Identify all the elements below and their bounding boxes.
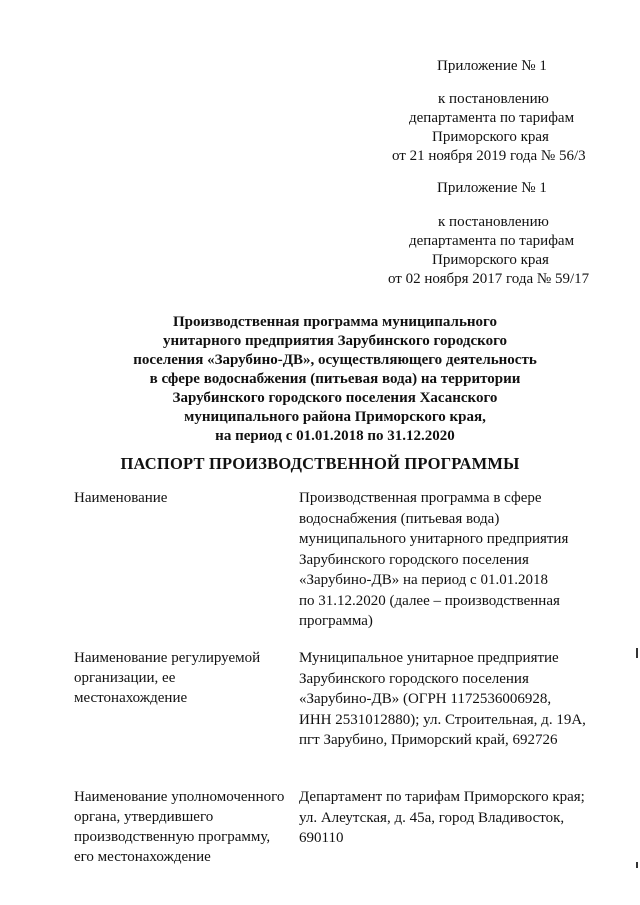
label-line: Наименование [74,490,168,506]
value-line: ИНН 2531012880); ул. Строительная, д. 19А, [299,711,586,728]
value-line: Зарубинского городского поселения [299,551,529,568]
label-line: производственную программу, [74,829,271,845]
label-line: организации, ее [74,670,176,686]
title-line: Производственная программа муниципального [173,314,497,330]
value-line: ул. Алеутская, д. 45а, город Владивосток, [299,809,565,826]
title-line: унитарного предприятия Зарубинского городского [162,333,508,349]
appendix-line: от 02 ноября 2017 года № 59/17 [388,271,590,287]
label-line: Наименование уполномоченного [74,789,285,805]
title-line: в сфере водоснабжения (питьевая вода) на территории [149,371,521,387]
value-line: Департамент по тарифам Приморского края; [299,789,585,805]
appendix-label: Приложение № 1 [437,58,547,74]
title-line: поселения «Зарубино-ДВ», осуществляющего деятельность [133,352,537,368]
row-value-name [299,488,599,632]
appendix-line: департамента по тарифам [409,110,575,126]
title-line: на период с 01.01.2018 по 31.12.2020 [215,428,455,444]
value-line: «Зарубино-ДВ» на период с 01.01.2018 [299,572,548,588]
value-line: водоснабжения (питьевая вода) [299,510,500,527]
appendix-label: Приложение № 1 [437,180,547,196]
label-line: его местонахождение [74,849,211,865]
passport-heading: ПАСПОРТ ПРОИЗВОДСТВЕННОЙ ПРОГРАММЫ [120,454,520,473]
appendix-line: к постановлению [438,91,549,107]
program-title [100,313,570,446]
row-label-authority [74,787,289,867]
value-line: Производственная программа в сфере [299,490,542,506]
row-value-authority [299,787,599,849]
scan-edge-mark [636,862,638,868]
scan-edge-mark [636,648,638,658]
label-line: Наименование регулируемой [74,650,261,666]
appendix-line: от 21 ноября 2019 года № 56/3 [392,148,586,164]
row-label-organization [74,648,289,708]
appendix-line: департамента по тарифам [409,233,575,249]
title-line: муниципального района Приморского края, [184,409,486,425]
title-line: Зарубинского городского поселения Хасанского [172,390,498,406]
row-label-name [74,488,289,508]
row-value-organization [299,648,599,751]
value-line: 690110 [299,830,344,846]
value-line: муниципального унитарного предприятия [299,531,569,547]
value-line: пгт Зарубино, Приморский край, 692726 [299,732,558,748]
value-line: Муниципальное унитарное предприятие [299,650,559,666]
value-line: Зарубинского городского поселения [299,670,529,687]
value-line: «Зарубино-ДВ» (ОГРН 1172536006928, [299,691,552,707]
label-line: органа, утвердившего [74,809,214,825]
appendix-line: к постановлению [438,214,549,230]
appendix-line: Приморского края [432,129,549,145]
appendix-line: Приморского края [432,252,549,268]
value-line: по 31.12.2020 (далее – производственная [299,592,560,609]
label-line: местонахождение [74,690,188,706]
value-line: программа) [299,613,373,629]
